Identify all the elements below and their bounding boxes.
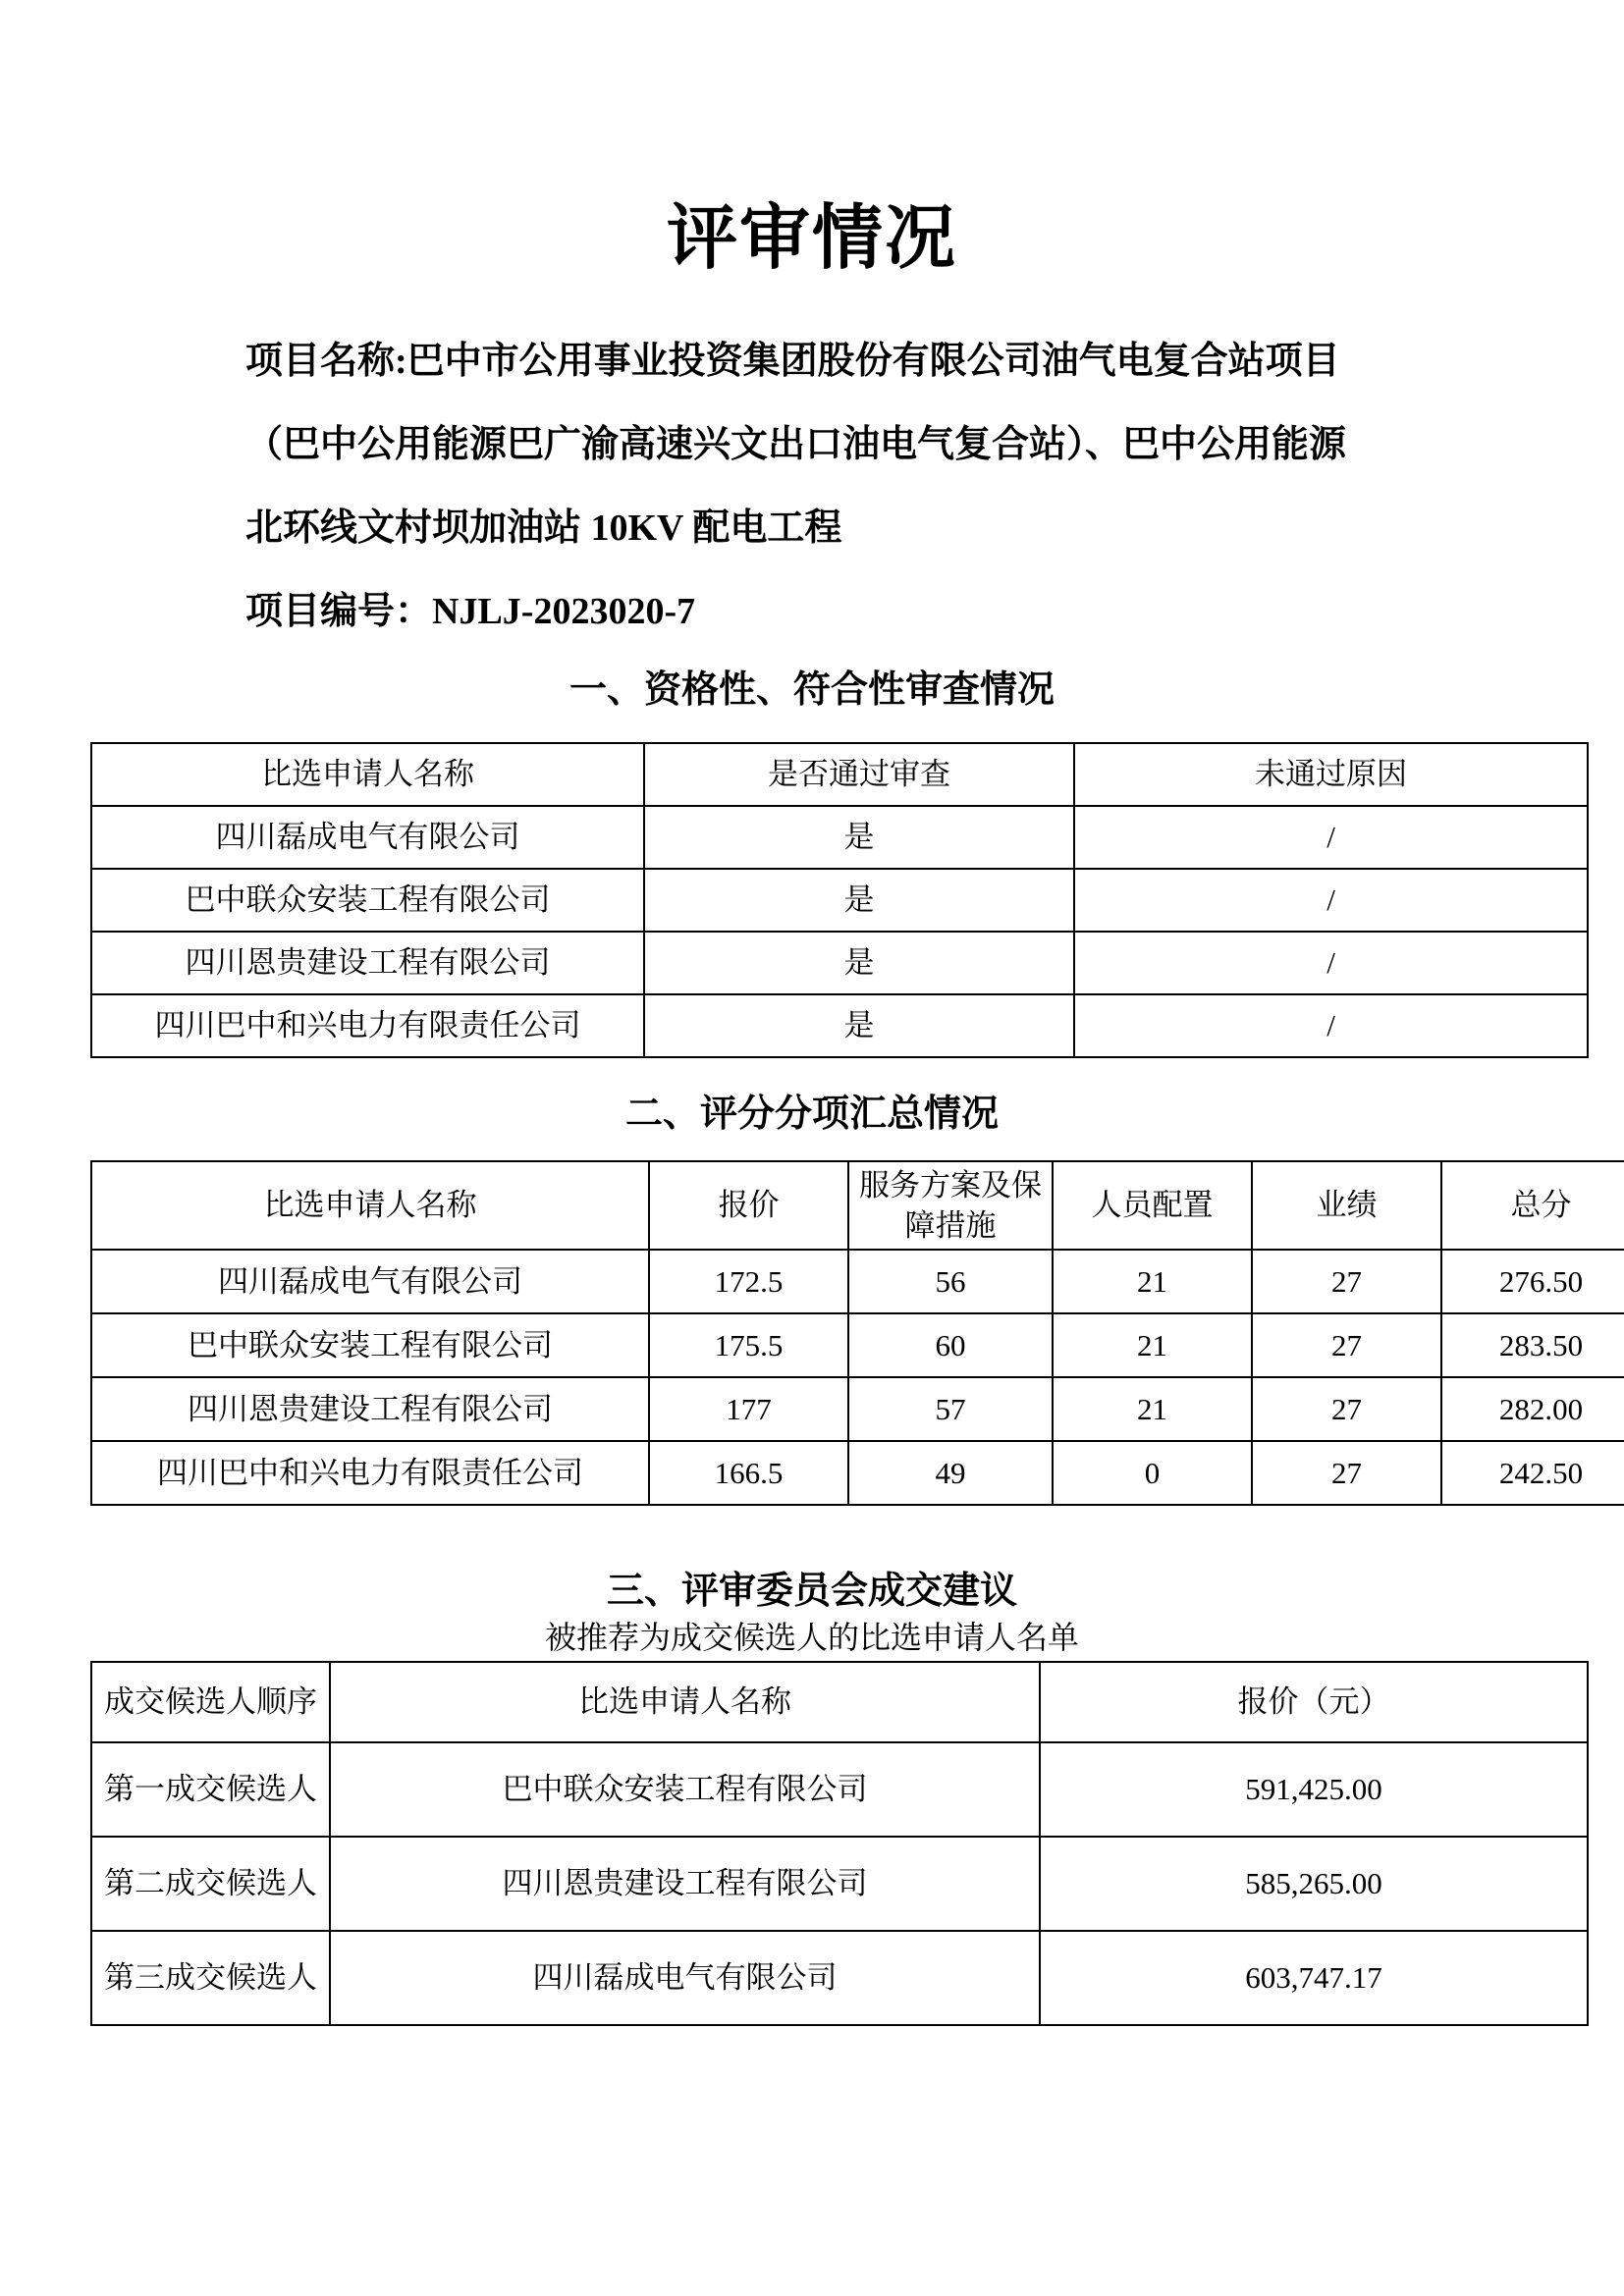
cell-applicant-name: 四川磊成电气有限公司 bbox=[330, 1931, 1040, 2025]
section-2-heading: 二、评分分项汇总情况 bbox=[624, 1094, 999, 1136]
cell-bid-price: 585,265.00 bbox=[1040, 1837, 1588, 1931]
project-name-line-2: （巴中公用能源巴广渝高速兴文出口油电气复合站）、巴中公用能源 bbox=[245, 424, 1347, 466]
cell-applicant-name: 四川巴中和兴电力有限责任公司 bbox=[91, 994, 644, 1057]
table-row bbox=[91, 1377, 1624, 1441]
cell-bid-price: 591,425.00 bbox=[1040, 1742, 1588, 1837]
header-cell: 服务方案及保障措施 bbox=[848, 1161, 1053, 1250]
cell-applicant-name: 四川巴中和兴电力有限责任公司 bbox=[91, 1441, 649, 1505]
header-cell: 报价 bbox=[649, 1161, 848, 1250]
cell-staff-score: 21 bbox=[1053, 1250, 1252, 1313]
cell-fail-reason: / bbox=[1074, 806, 1588, 869]
cell-applicant-name: 巴中联众安装工程有限公司 bbox=[91, 1313, 649, 1377]
cell-passed: 是 bbox=[644, 932, 1074, 994]
cell-staff-score: 21 bbox=[1053, 1313, 1252, 1377]
table-row bbox=[91, 1441, 1624, 1505]
table-row bbox=[91, 806, 1588, 869]
table-row bbox=[91, 994, 1588, 1057]
cell-passed: 是 bbox=[644, 869, 1074, 932]
header-cell: 未通过原因 bbox=[1074, 743, 1588, 806]
cell-total-score: 276.50 bbox=[1441, 1250, 1624, 1313]
recommendation-subtitle: 被推荐为成交候选人的比选申请人名单 bbox=[544, 1620, 1079, 1656]
cell-staff-score: 21 bbox=[1053, 1377, 1252, 1441]
header-cell: 比选申请人名称 bbox=[330, 1662, 1040, 1742]
cell-service-score: 57 bbox=[848, 1377, 1053, 1441]
cell-applicant-name: 四川恩贵建设工程有限公司 bbox=[91, 932, 644, 994]
cell-service-score: 60 bbox=[848, 1313, 1053, 1377]
cell-staff-score: 0 bbox=[1053, 1441, 1252, 1505]
cell-total-score: 242.50 bbox=[1441, 1441, 1624, 1505]
cell-applicant-name: 四川磊成电气有限公司 bbox=[91, 806, 644, 869]
project-name-line-3: 北环线文村坝加油站 10KV 配电工程 bbox=[245, 507, 842, 550]
cell-performance-score: 27 bbox=[1252, 1441, 1441, 1505]
header-cell: 报价（元） bbox=[1040, 1662, 1588, 1742]
project-number: 项目编号：NJLJ-2023020-7 bbox=[245, 591, 696, 633]
table-row bbox=[91, 1313, 1624, 1377]
table-row bbox=[91, 869, 1588, 932]
header-cell: 比选申请人名称 bbox=[91, 1161, 649, 1250]
document-title: 评审情况 bbox=[666, 199, 957, 278]
cell-passed: 是 bbox=[644, 806, 1074, 869]
cell-performance-score: 27 bbox=[1252, 1313, 1441, 1377]
cell-service-score: 49 bbox=[848, 1441, 1053, 1505]
cell-service-score: 56 bbox=[848, 1250, 1053, 1313]
table-row bbox=[91, 932, 1588, 994]
section-1-heading: 一、资格性、符合性审查情况 bbox=[568, 669, 1055, 712]
cell-candidate-rank: 第三成交候选人 bbox=[91, 1931, 330, 2025]
project-info bbox=[245, 320, 1409, 654]
cell-applicant-name: 四川恩贵建设工程有限公司 bbox=[91, 1377, 649, 1441]
section-3-heading: 三、评审委员会成交建议 bbox=[606, 1571, 1017, 1613]
cell-applicant-name: 巴中联众安装工程有限公司 bbox=[91, 869, 644, 932]
cell-total-score: 283.50 bbox=[1441, 1313, 1624, 1377]
cell-applicant-name: 四川恩贵建设工程有限公司 bbox=[330, 1837, 1040, 1931]
header-cell: 人员配置 bbox=[1053, 1161, 1252, 1250]
cell-candidate-rank: 第一成交候选人 bbox=[91, 1742, 330, 1837]
header-cell: 比选申请人名称 bbox=[91, 743, 644, 806]
score-summary-table bbox=[90, 1160, 1624, 1506]
cell-passed: 是 bbox=[644, 994, 1074, 1057]
header-cell: 是否通过审查 bbox=[644, 743, 1074, 806]
table-row bbox=[91, 1250, 1624, 1313]
qualification-review-table bbox=[90, 742, 1589, 1058]
cell-price-score: 172.5 bbox=[649, 1250, 848, 1313]
table-header-row bbox=[91, 1662, 1588, 1742]
cell-candidate-rank: 第二成交候选人 bbox=[91, 1837, 330, 1931]
cell-bid-price: 603,747.17 bbox=[1040, 1931, 1588, 2025]
cell-price-score: 177 bbox=[649, 1377, 848, 1441]
header-cell: 成交候选人顺序 bbox=[91, 1662, 330, 1742]
table-row bbox=[91, 1837, 1588, 1931]
candidate-recommendation-table bbox=[90, 1661, 1589, 2026]
table-header-row bbox=[91, 743, 1588, 806]
table-header-row bbox=[91, 1161, 1624, 1250]
cell-total-score: 282.00 bbox=[1441, 1377, 1624, 1441]
header-cell: 总分 bbox=[1441, 1161, 1624, 1250]
cell-fail-reason: / bbox=[1074, 932, 1588, 994]
cell-applicant-name: 四川磊成电气有限公司 bbox=[91, 1250, 649, 1313]
cell-fail-reason: / bbox=[1074, 994, 1588, 1057]
table-row bbox=[91, 1931, 1588, 2025]
project-name-line-1: 项目名称:巴中市公用事业投资集团股份有限公司油气电复合站项目 bbox=[245, 341, 1340, 383]
cell-performance-score: 27 bbox=[1252, 1377, 1441, 1441]
cell-performance-score: 27 bbox=[1252, 1250, 1441, 1313]
cell-price-score: 166.5 bbox=[649, 1441, 848, 1505]
cell-price-score: 175.5 bbox=[649, 1313, 848, 1377]
header-cell: 业绩 bbox=[1252, 1161, 1441, 1250]
table-row bbox=[91, 1742, 1588, 1837]
cell-fail-reason: / bbox=[1074, 869, 1588, 932]
cell-applicant-name: 巴中联众安装工程有限公司 bbox=[330, 1742, 1040, 1837]
